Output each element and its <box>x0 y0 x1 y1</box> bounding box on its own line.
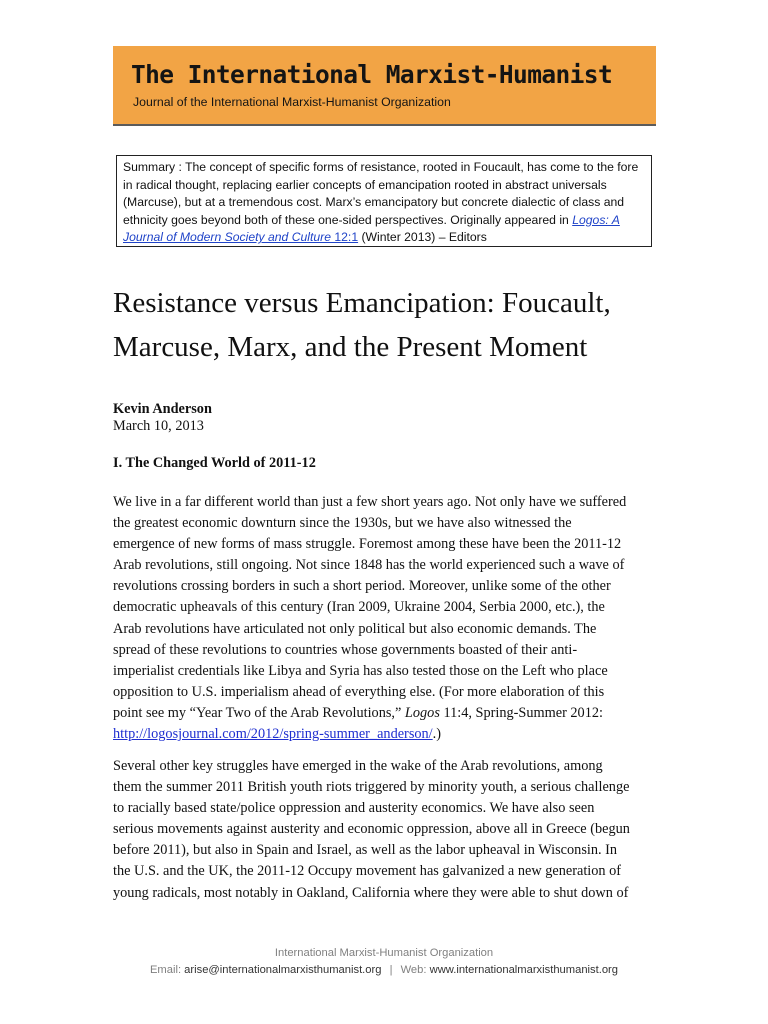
reference-end: .) <box>432 726 441 743</box>
email-label: Email: <box>149 964 182 976</box>
paragraph-line: imperialist credentials like Libya and Syria has also tested those on the Left who place <box>113 662 608 679</box>
section-heading: I. The Changed World of 2011-12 <box>113 455 316 471</box>
paragraph-line: Arab revolutions, still ongoing. Not since 1848 has the world experienced such a wave of <box>113 557 625 574</box>
paragraph-line: the greatest economic downturn since the 1930s, but we have also witnessed the <box>113 515 572 532</box>
author-name: Kevin Anderson <box>113 401 212 417</box>
paragraph-line: democratic upheavals of this century (Iran 2009, Ukraine 2004, Serbia 2000, etc.), the <box>113 599 605 616</box>
paragraph-2 <box>113 756 673 904</box>
reference-suffix: 11:4, Spring-Summer 2012: <box>439 704 603 721</box>
article-title: Resistance versus Emancipation: Foucault, Marcuse, Marx, and the Present Moment <box>113 287 611 363</box>
logos-article-link[interactable]: http://logosjournal.com/2012/spring-summer_anderson/ <box>113 726 433 743</box>
journal-title: The International Marxist-Humanist <box>131 60 613 89</box>
paragraph-line: serious movements against austerity and economic oppression, above all in Greece (begun <box>113 821 630 838</box>
paragraph-line: before 2011), but also in Spain and Israel, as well as the labor upheaval in Wisconsin. In <box>113 842 618 859</box>
publication-date: March 10, 2013 <box>113 418 204 434</box>
paragraph-line: revolutions crossing borders in such a short period. Moreover, unlike some of the other <box>113 578 611 595</box>
web-label: Web: <box>400 964 427 976</box>
footer-separator: | <box>389 964 393 976</box>
paragraph-line: young radicals, most notably in Oakland, California where they were able to shut down of <box>113 884 629 901</box>
reference-prefix: point see my “Year Two of the Arab Revolutions,” <box>113 704 405 721</box>
logos-journal-link-issue: 12:1 <box>330 230 359 245</box>
paragraph-line: the U.S. and the UK, the 2011-12 Occupy movement has galvanized a new generation of <box>113 863 622 880</box>
paragraph-line: Several other key struggles have emerged in the wake of the Arab revolutions, among <box>113 758 603 774</box>
journal-subtitle: Journal of the International Marxist-Humanist Organization <box>133 95 451 109</box>
email-address[interactable]: arise@internationalmarxisthumanist.org <box>184 964 382 976</box>
paragraph-line: opposition to U.S. imperialism ahead of everything else. (For more elaboration of this <box>113 683 605 700</box>
paragraph-line <box>113 703 673 724</box>
summary-box <box>116 155 652 247</box>
paragraph-line: spread of these revolutions to countries whose governments boasted of their anti- <box>113 641 578 658</box>
paragraph-line: to racially based state/police oppression and austerity economics. We have also seen <box>113 800 595 817</box>
paragraph-line: them the summer 2011 British youth riots triggered by minority youth, a serious challenge <box>113 779 630 796</box>
footer-organization: International Marxist-Humanist Organization <box>274 947 494 959</box>
footer-contact <box>0 964 768 976</box>
logos-journal-link-title: Logos: A Journal of Modern Society and Culture <box>123 212 620 245</box>
paragraph-line: emergence of new forms of mass struggle. Foremost among these have been the 2011-12 <box>113 536 622 553</box>
summary-tail: (Winter 2013) – Editors <box>358 230 487 245</box>
paragraph-line: We live in a far different world than just a few short years ago. Not only have we suffered <box>113 494 627 510</box>
reference-journal: Logos <box>404 704 440 721</box>
paragraph-1 <box>113 492 673 745</box>
summary-text: Summary : The concept of specific forms of resistance, rooted in Foucault, has come to the fore in radical thought, replacing earlier concepts of emancipation rooted in abstract universals (Marcuse), but at a tremendous cost. Marx’s emancipatory but concrete dialectic of class and ethnicity goes beyond both of these one-sided perspectives. Originally appeared in <box>123 160 639 227</box>
journal-masthead <box>113 46 656 126</box>
web-address[interactable]: www.internationalmarxisthumanist.org <box>429 964 619 976</box>
paragraph-line: Arab revolutions have articulated not only political but also economic demands. The <box>113 620 597 637</box>
paragraph-line <box>113 724 673 745</box>
